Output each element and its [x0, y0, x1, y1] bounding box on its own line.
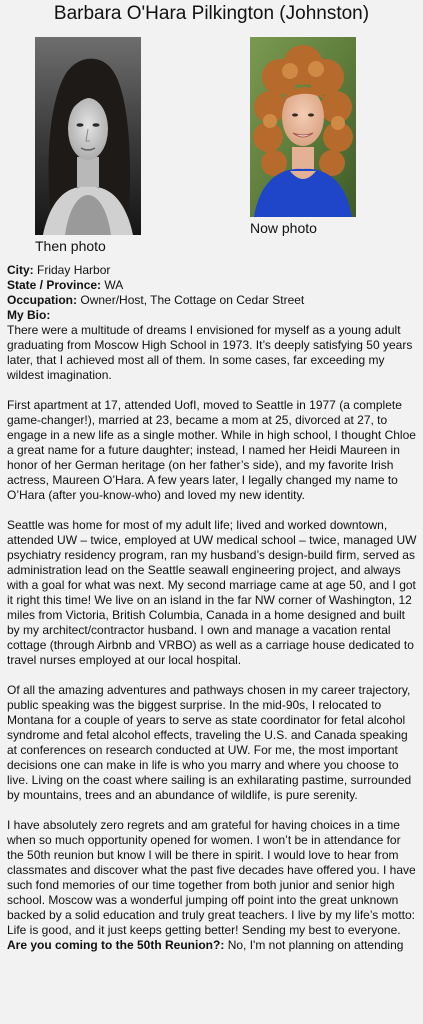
- then-photo[interactable]: [35, 37, 141, 235]
- city-field: [7, 263, 419, 278]
- now-photo-block: [250, 37, 356, 237]
- state-value: WA: [104, 278, 124, 292]
- city-label: City:: [7, 263, 34, 277]
- now-photo-caption: Now photo: [250, 220, 317, 236]
- bio-paragraph: There were a multitude of dreams I envisioned for myself as a young adult graduating from Moscow High School in 1973. It’s deeply satisfying 50 years later, that I achieved most all of them. In some cases, far exceeding my wildest imagination.: [7, 323, 413, 382]
- state-label: State / Province:: [7, 278, 102, 292]
- bio-paragraph: First apartment at 17, attended UofI, moved to Seattle in 1977 (a complete game-changer!), married at 23, became a mom at 25, divorced at 27, to engage in a new life as a single mother. While in high school, I thought Chloe a great name for a future daughter; instead, I named her Heidi Maureen in honor of her German heritage (on her father’s side), and my favorite Irish actress, Maureen O’Hara. A few years later, I legally changed my name to O’Hara (after you-know-who) and loved my new identity.: [7, 398, 416, 502]
- bio-label: My Bio:: [7, 308, 51, 322]
- occupation-label: Occupation:: [7, 293, 78, 307]
- bio-text: [7, 323, 419, 938]
- reunion-field: [7, 938, 419, 953]
- then-photo-block: [35, 37, 141, 255]
- reunion-label: Are you coming to the 50th Reunion?:: [7, 938, 225, 952]
- city-value: Friday Harbor: [37, 263, 111, 277]
- bio-paragraph: Of all the amazing adventures and pathways chosen in my career trajectory, public speaking was the biggest surprise. In the mid-90s, I relocated to Montana for a couple of years to serve as state coordinator for fetal alcohol syndrome and fetal alcohol effects, traveling the U.S. and Canada speaking at conferences on research conducted at UW. For me, the most important decisions one can make in life is who you marry and where you choose to live. Living on the coast where sailing is an exhilarating pastime, surrounded by mountains, trees and an abundance of wildlife, is pure serenity.: [7, 683, 412, 802]
- then-photo-caption: Then photo: [35, 238, 106, 254]
- reunion-value: No, I'm not planning on attending: [227, 938, 404, 952]
- page-title: Barbara O'Hara Pilkington (Johnston): [53, 3, 370, 24]
- bio-paragraph: Seattle was home for most of my adult life; lived and worked downtown, attended UW – twice, employed at UW medical school – twice, managed UW psychiatry residency program, ran my husband’s design-build firm, served as administration lead on the Seattle seawall engineering project, and always with a goal for what was next. My second marriage came at age 50, and I got it right this time! We live on an island in the far NW corner of Washington, 12 miles from Victoria, British Columbia, Canada in a home designed and built by my architect/contractor husband. I own and manage a vacation rental cottage (through Airbnb and VRBO) as well as a carriage house dedicated to travel nurses employed at our local hospital.: [7, 518, 417, 667]
- bio-paragraph: I have absolutely zero regrets and am grateful for having choices in a time when so much opportunity opened for women. I won’t be in attendance for the 50th reunion but know I will be there in spirit. I would love to hear from classmates and discover what the past five decades have offered you. I have such fond memories of our time together from both junior and senior high school. Moscow was a wonderful jumping off point into the great unknown backed by a solid education and truly great teachers. I live by my life’s motto: Life is good, and it just keeps getting better! Sending my best to everyone.: [7, 818, 416, 937]
- profile-info: [7, 263, 419, 953]
- occupation-value: Owner/Host, The Cottage on Cedar Street: [80, 293, 305, 307]
- now-photo[interactable]: [250, 37, 356, 217]
- state-field: [7, 278, 419, 293]
- bio-heading: [7, 308, 419, 323]
- occupation-field: [7, 293, 419, 308]
